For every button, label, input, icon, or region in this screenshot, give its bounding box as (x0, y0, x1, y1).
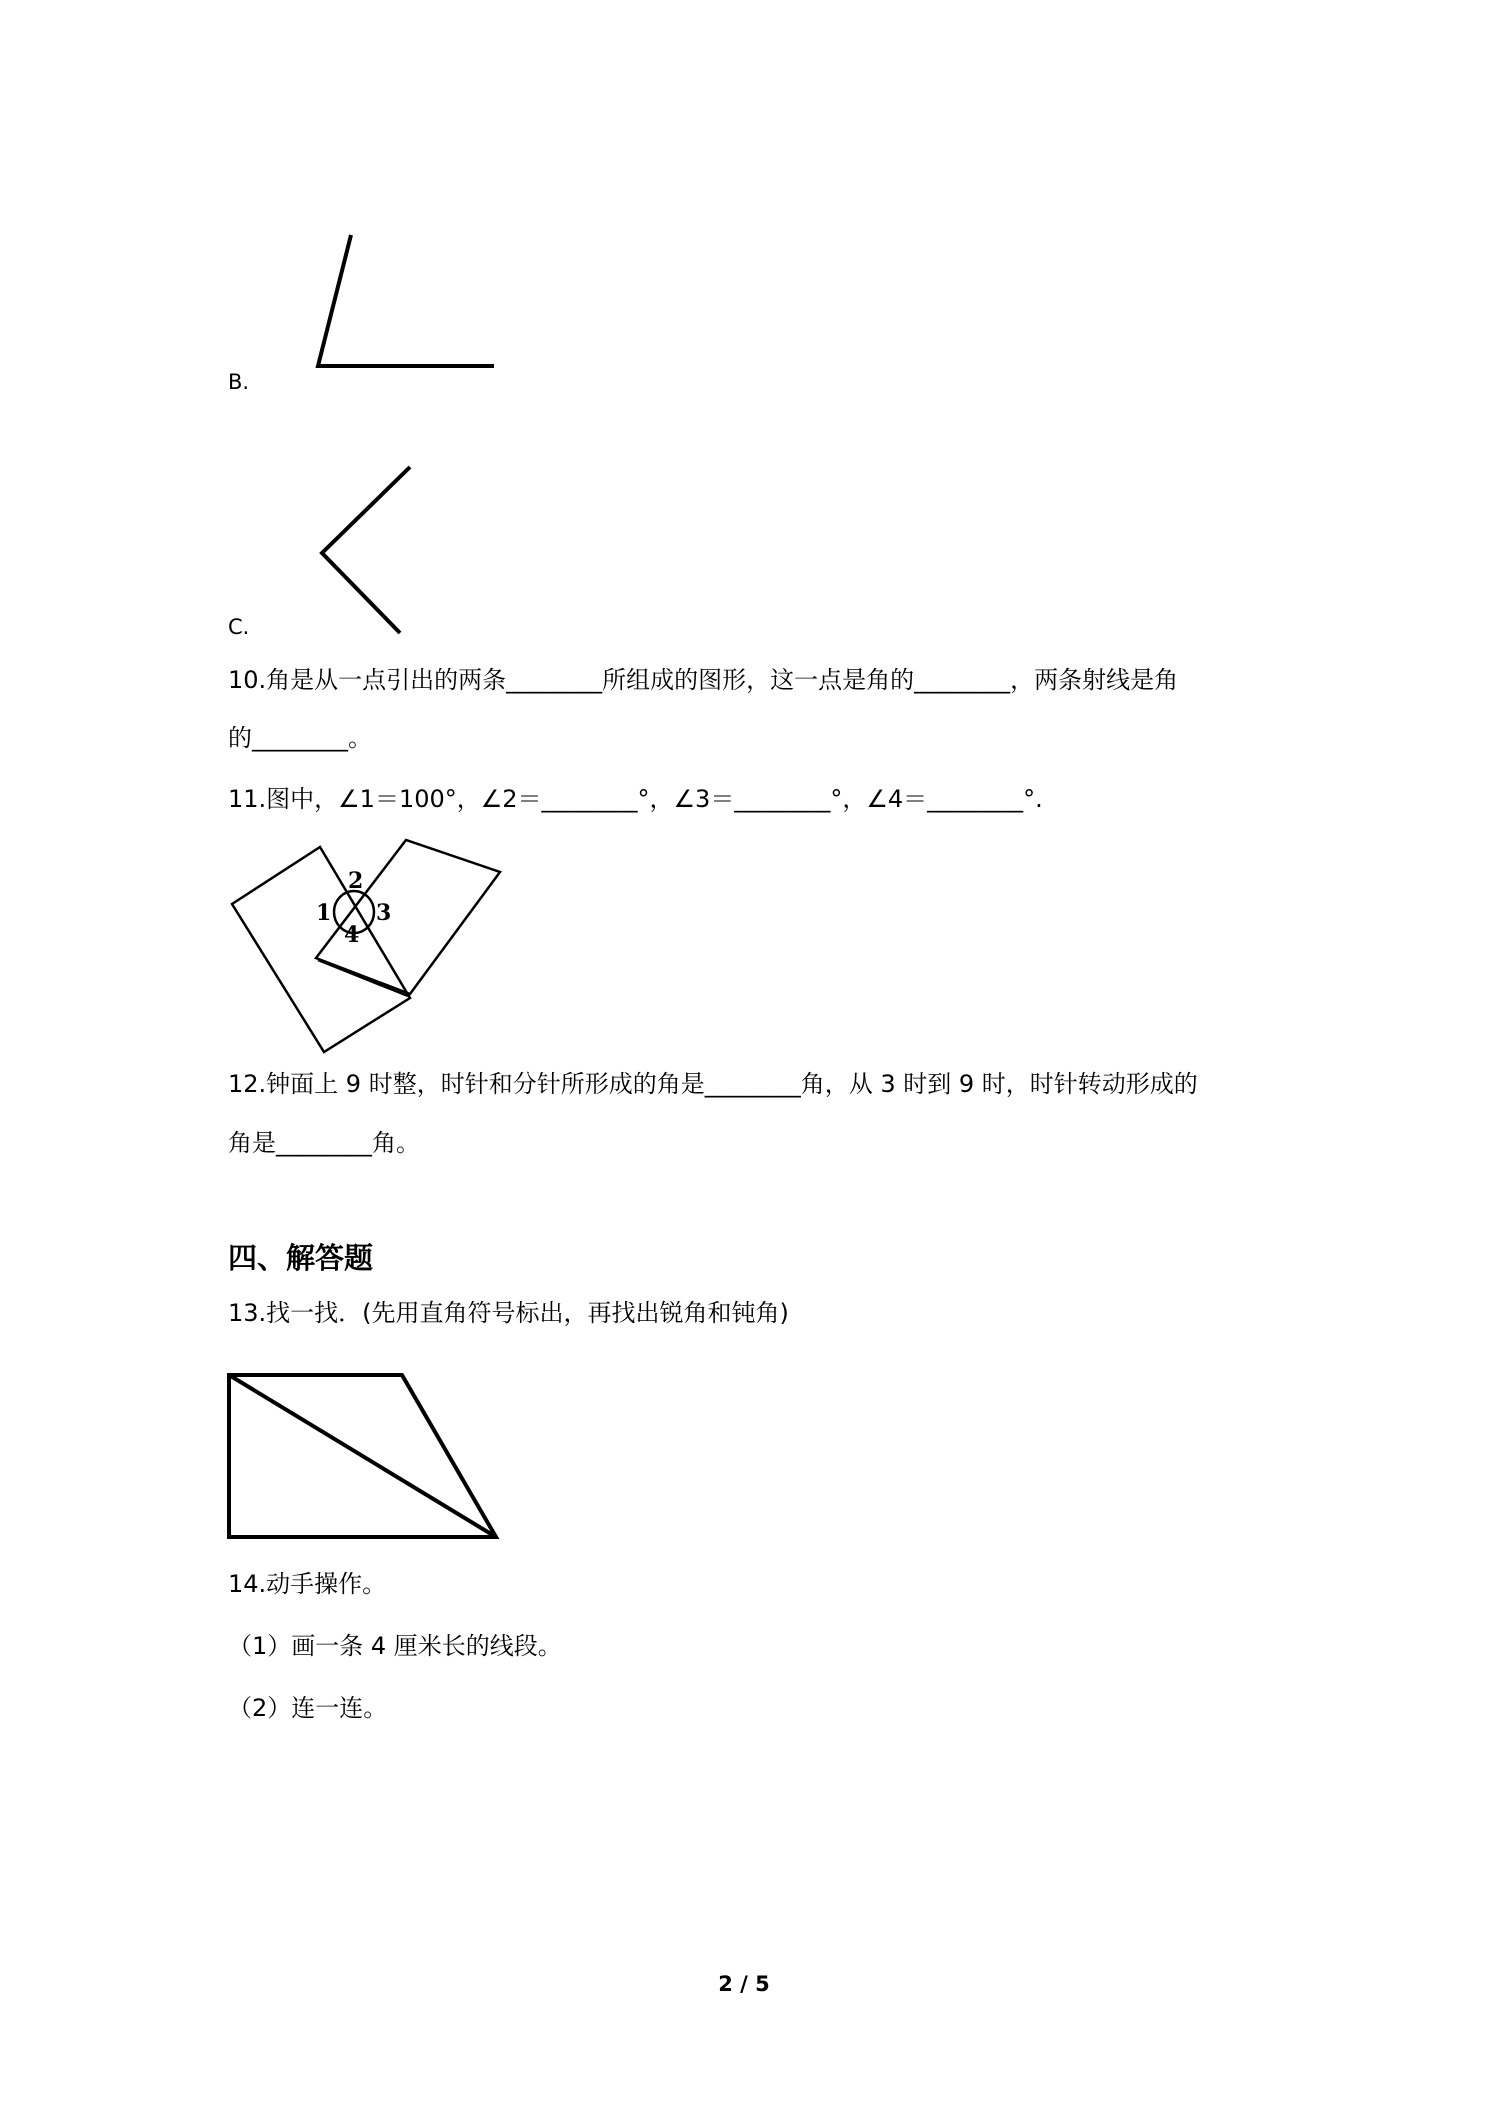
angle-label-3: 3 (376, 900, 392, 926)
option-c-label: C. (228, 615, 250, 639)
section-4-heading: 四、解答题 (228, 1241, 374, 1275)
question-10-line-1: 10.角是从一点引出的两条________所组成的图形，这一点是角的________，两条射线是角 (228, 666, 1179, 694)
trapezoid-diagonal (229, 1375, 496, 1537)
angle-label-4: 4 (344, 922, 360, 948)
question-13-text: 13.找一找．(先用直角符号标出，再找出锐角和钝角) (228, 1299, 789, 1327)
option-b-label: B. (228, 370, 250, 394)
question-12-line-2: 角是________角。 (228, 1129, 420, 1157)
question-14-title: 14.动手操作。 (228, 1570, 387, 1598)
question-14-sub-1: （1）画一条 4 厘米长的线段。 (228, 1632, 562, 1660)
question-10-line-2: 的________。 (228, 724, 372, 752)
question-14-sub-2: （2）连一连。 (228, 1694, 388, 1722)
angle-label-2: 2 (348, 868, 364, 894)
question-11-text: 11.图中，∠1＝100°，∠2＝________°，∠3＝________°，∠4＝________°. (228, 785, 1043, 813)
question-12-line-1: 12.钟面上 9 时整，时针和分针所形成的角是________角，从 3 时到 9 时，时针转动形成的 (228, 1070, 1198, 1098)
page-number: 2 / 5 (718, 1972, 770, 1996)
angle-label-1: 1 (316, 900, 332, 926)
